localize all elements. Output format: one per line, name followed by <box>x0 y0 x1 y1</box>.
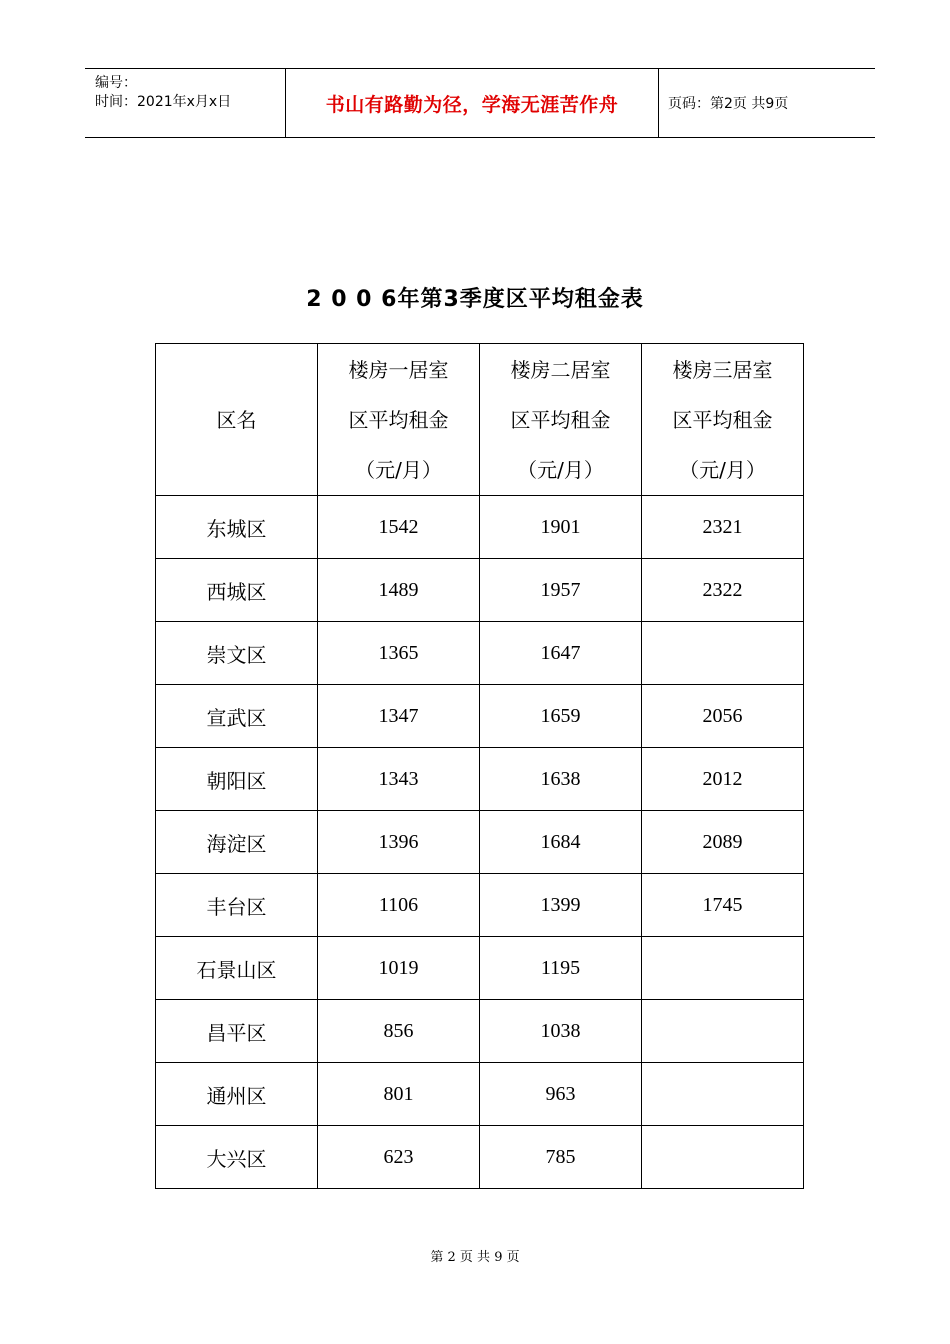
table-row <box>156 622 804 685</box>
three-room-rent-cell <box>642 622 804 685</box>
header-page-label: 页码：第2页 共9页 <box>668 96 789 112</box>
district-cell: 崇文区 <box>156 622 318 685</box>
district-cell: 昌平区 <box>156 1000 318 1063</box>
two-room-rent-cell: 785 <box>480 1126 642 1189</box>
two-room-rent-cell: 1038 <box>480 1000 642 1063</box>
header-cell-three-room <box>642 344 804 496</box>
number-label: 编号： <box>95 75 137 91</box>
rent-table <box>155 343 804 1189</box>
three-room-rent-cell <box>642 1126 804 1189</box>
two-room-rent-cell: 1195 <box>480 937 642 1000</box>
one-room-rent-cell: 1343 <box>318 748 480 811</box>
three-room-rent-cell: 2321 <box>642 496 804 559</box>
two-room-rent-cell: 1659 <box>480 685 642 748</box>
three-room-rent-cell <box>642 1000 804 1063</box>
table-row <box>156 811 804 874</box>
header-line: 区平均租金 <box>510 407 611 432</box>
time-label: 时间：2021年x月x日 <box>95 94 232 110</box>
two-room-rent-cell: 1638 <box>480 748 642 811</box>
one-room-rent-cell: 1489 <box>318 559 480 622</box>
one-room-rent-cell: 1542 <box>318 496 480 559</box>
two-room-rent-cell: 1901 <box>480 496 642 559</box>
header-line: 楼房三居室 <box>672 357 773 382</box>
district-cell: 东城区 <box>156 496 318 559</box>
header-divider <box>658 69 659 137</box>
table-row <box>156 685 804 748</box>
three-room-rent-cell: 2056 <box>642 685 804 748</box>
table-row <box>156 937 804 1000</box>
one-room-rent-cell: 1347 <box>318 685 480 748</box>
header-line: 区平均租金 <box>672 407 773 432</box>
document-header <box>85 68 875 138</box>
district-cell: 大兴区 <box>156 1126 318 1189</box>
table-row <box>156 496 804 559</box>
two-room-rent-cell: 963 <box>480 1063 642 1126</box>
page-title: 2 0 0 6年第3季度区平均租金表 <box>306 287 644 312</box>
district-cell: 石景山区 <box>156 937 318 1000</box>
three-room-rent-cell: 2322 <box>642 559 804 622</box>
district-cell: 丰台区 <box>156 874 318 937</box>
district-cell: 西城区 <box>156 559 318 622</box>
two-room-rent-cell: 1957 <box>480 559 642 622</box>
header-line: （元/月） <box>517 457 604 482</box>
one-room-rent-cell: 1019 <box>318 937 480 1000</box>
table-row <box>156 1000 804 1063</box>
three-room-rent-cell <box>642 1063 804 1126</box>
header-line: 楼房一居室 <box>348 357 449 382</box>
header-motto: 书山有路勤为径，学海无涯苦作舟 <box>325 93 619 116</box>
table-row <box>156 559 804 622</box>
one-room-rent-cell: 1396 <box>318 811 480 874</box>
header-line: （元/月） <box>355 457 442 482</box>
three-room-rent-cell: 2012 <box>642 748 804 811</box>
two-room-rent-cell: 1399 <box>480 874 642 937</box>
one-room-rent-cell: 801 <box>318 1063 480 1126</box>
header-line: 楼房二居室 <box>510 357 611 382</box>
header-cell-one-room <box>318 344 480 496</box>
two-room-rent-cell: 1647 <box>480 622 642 685</box>
three-room-rent-cell: 2089 <box>642 811 804 874</box>
district-cell: 宣武区 <box>156 685 318 748</box>
header-line: 区平均租金 <box>348 407 449 432</box>
one-room-rent-cell: 1106 <box>318 874 480 937</box>
header-line: （元/月） <box>679 457 766 482</box>
table-row <box>156 1063 804 1126</box>
district-cell: 朝阳区 <box>156 748 318 811</box>
one-room-rent-cell: 1365 <box>318 622 480 685</box>
page-footer: 第 2 页 共 9 页 <box>430 1250 520 1265</box>
district-cell: 通州区 <box>156 1063 318 1126</box>
table-row <box>156 874 804 937</box>
table-row <box>156 1126 804 1189</box>
one-room-rent-cell: 856 <box>318 1000 480 1063</box>
table-row <box>156 748 804 811</box>
header-meta <box>85 69 285 137</box>
three-room-rent-cell <box>642 937 804 1000</box>
two-room-rent-cell: 1684 <box>480 811 642 874</box>
header-line: 区名 <box>216 407 257 432</box>
header-cell-two-room <box>480 344 642 496</box>
table-header-row <box>156 344 804 496</box>
three-room-rent-cell: 1745 <box>642 874 804 937</box>
header-cell-district <box>156 344 318 496</box>
one-room-rent-cell: 623 <box>318 1126 480 1189</box>
district-cell: 海淀区 <box>156 811 318 874</box>
